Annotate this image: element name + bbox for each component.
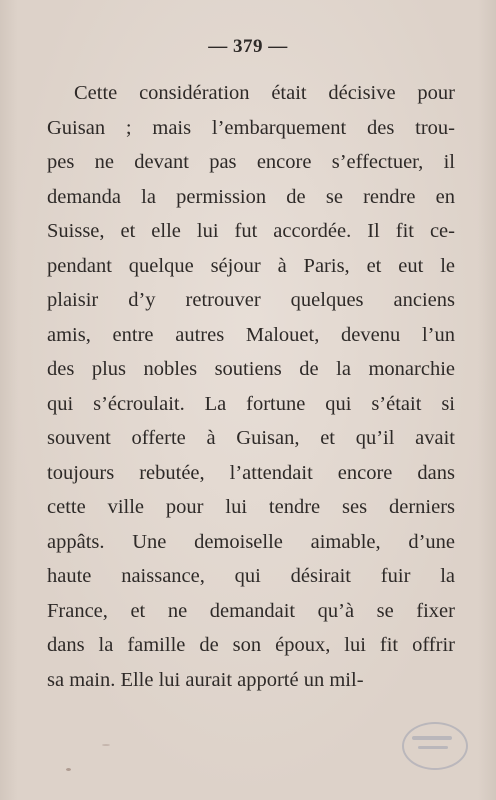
text-line: Cette considération était décisive pour — [74, 82, 455, 104]
text-line: Guisan ; mais l’embarquement des trou- — [47, 116, 455, 139]
text-line: haute naissance, qui désirait fuir la — [47, 565, 455, 587]
text-line: plaisir d’y retrouver quelques anciens — [47, 289, 455, 311]
text-line: souvent offerte à Guisan, et qu’il avait — [47, 427, 455, 449]
text-line: qui s’écroulait. La fortune qui s’était si — [47, 392, 455, 415]
text-line: des plus nobles soutiens de la monarchie — [47, 358, 455, 380]
ink-smudge — [66, 768, 71, 771]
text-line: pendant quelque séjour à Paris, et eut le — [47, 254, 455, 277]
page-number: — 379 — — [208, 36, 288, 57]
text-line: appâts. Une demoiselle aimable, d’une — [47, 530, 455, 553]
text-line: France, et ne demandait qu’à se fixer — [47, 599, 455, 622]
body-text — [47, 76, 455, 697]
ink-smudge — [102, 744, 110, 746]
text-line: toujours rebutée, l’attendait encore dans — [47, 461, 455, 484]
text-line: demanda la permission de se rendre en — [47, 185, 455, 208]
text-line: cette ville pour lui tendre ses derniers — [47, 496, 455, 518]
text-line: Suisse, et elle lui fut accordée. Il fit ce- — [47, 220, 455, 242]
text-line: amis, entre autres Malouet, devenu l’un — [47, 323, 455, 346]
text-line: dans la famille de son époux, lui fit offrir — [47, 634, 455, 656]
text-line: sa main. Elle lui aurait apporté un mil- — [47, 668, 364, 691]
text-line: pes ne devant pas encore s’effectuer, il — [47, 151, 455, 173]
library-stamp — [402, 722, 468, 770]
